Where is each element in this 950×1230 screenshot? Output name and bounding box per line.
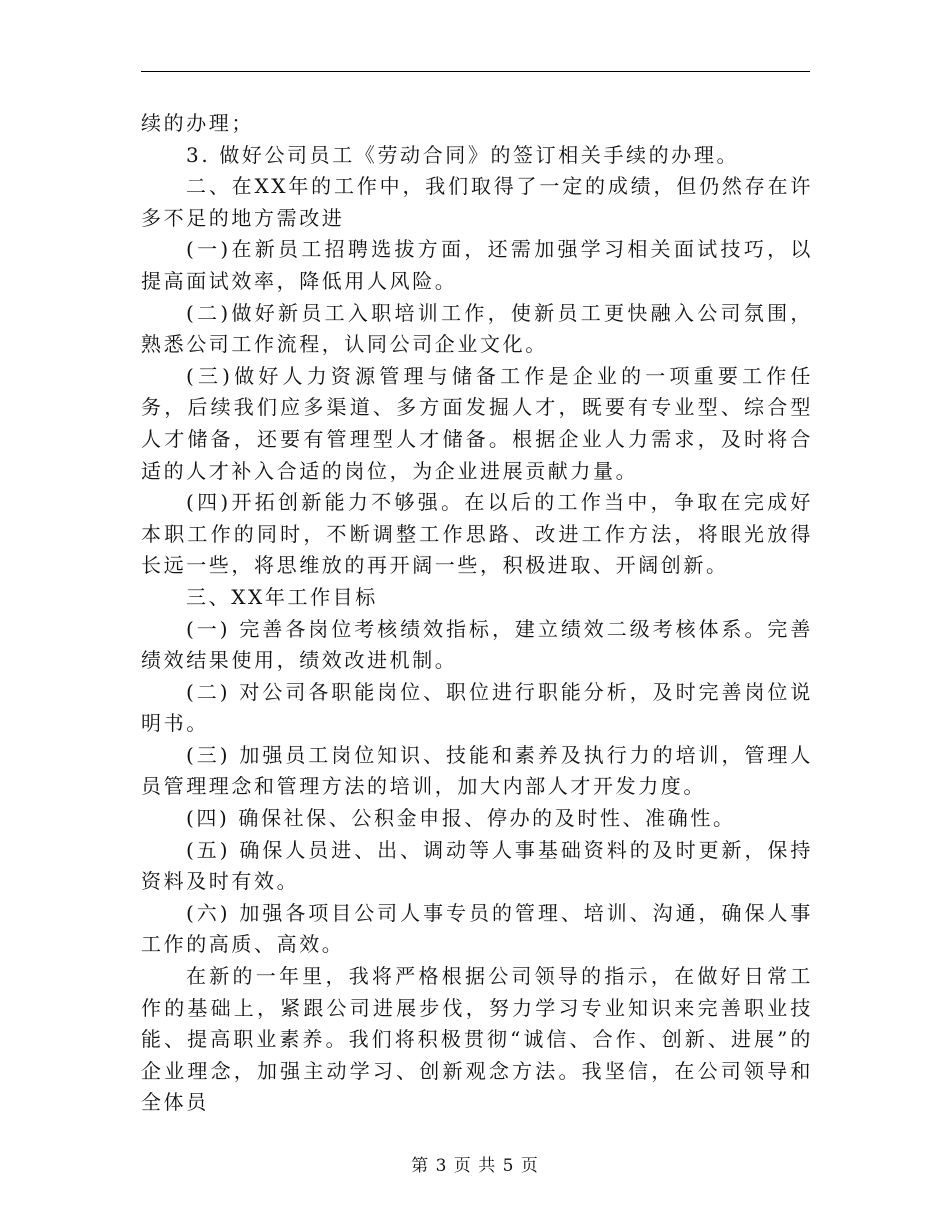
paragraph-0: 续的办理；	[141, 111, 254, 135]
paragraph-6: (四)开拓创新能力不够强。在以后的工作当中，争取在完成好本职工作的同时，不断调整工作思路、改进工作方法，将眼光放得长远一些，将思维放的再开阔一些，积极进取、开阔创新。	[141, 490, 813, 578]
paragraph-11: (四) 确保社保、公积金申报、停办的及时性、准确性。	[186, 806, 736, 831]
paragraph-3: (一)在新员工招聘选拔方面，还需加强学习相关面试技巧，以提高面试效率，降低用人风险。	[141, 237, 813, 293]
paragraph-14: 在新的一年里，我将严格根据公司领导的指示，在做好日常工作的基础上，紧跟公司进展步伐，努力学习专业知识来完善职业技能、提高职业素养。我们将积极贯彻“诚信、合作、创新、进展”的企业理念，加强主动学习、创新观念方法。我坚信，在公司领导和全体员	[141, 964, 813, 1115]
document-body	[141, 108, 813, 1119]
paragraph-8: (一) 完善各岗位考核绩效指标，建立绩效二级考核体系。完善绩效结果使用，绩效改进机制。	[141, 616, 813, 673]
paragraph-13: (六) 加强各项目公司人事专员的管理、培训、沟通，确保人事工作的高质、高效。	[141, 900, 813, 957]
paragraph-10: (三) 加强员工岗位知识、技能和素养及执行力的培训，管理人员管理理念和管理方法的培训，加大内部人才开发力度。	[141, 742, 813, 799]
paragraph-4: (二)做好新员工入职培训工作，使新员工更快融入公司氛围，熟悉公司工作流程，认同公司企业文化。	[141, 300, 813, 357]
paragraph-9: (二) 对公司各职能岗位、职位进行职能分析，及时完善岗位说明书。	[141, 679, 813, 736]
page-footer	[0, 1151, 950, 1176]
header-rule	[141, 71, 810, 72]
paragraph-7: 三、XX年工作目标	[186, 584, 378, 609]
page-number-label: 第 3 页 共 5 页	[411, 1156, 539, 1176]
paragraph-1: 3. 做好公司员工《劳动合同》的签订相关手续的办理。	[186, 142, 740, 167]
paragraph-12: (五) 确保人员进、出、调动等人事基础资料的及时更新，保持资料及时有效。	[141, 837, 813, 894]
paragraph-2: 二、在XX年的工作中，我们取得了一定的成绩，但仍然存在许多不足的地方需改进	[141, 174, 813, 230]
paragraph-5: (三)做好人力资源管理与储备工作是企业的一项重要工作任务，后续我们应多渠道、多方面发掘人才，既要有专业型、综合型人才储备，还要有管理型人才储备。根据企业人力需求，及时将合适的人才补入合适的岗位，为企业进展贡献力量。	[141, 363, 813, 483]
